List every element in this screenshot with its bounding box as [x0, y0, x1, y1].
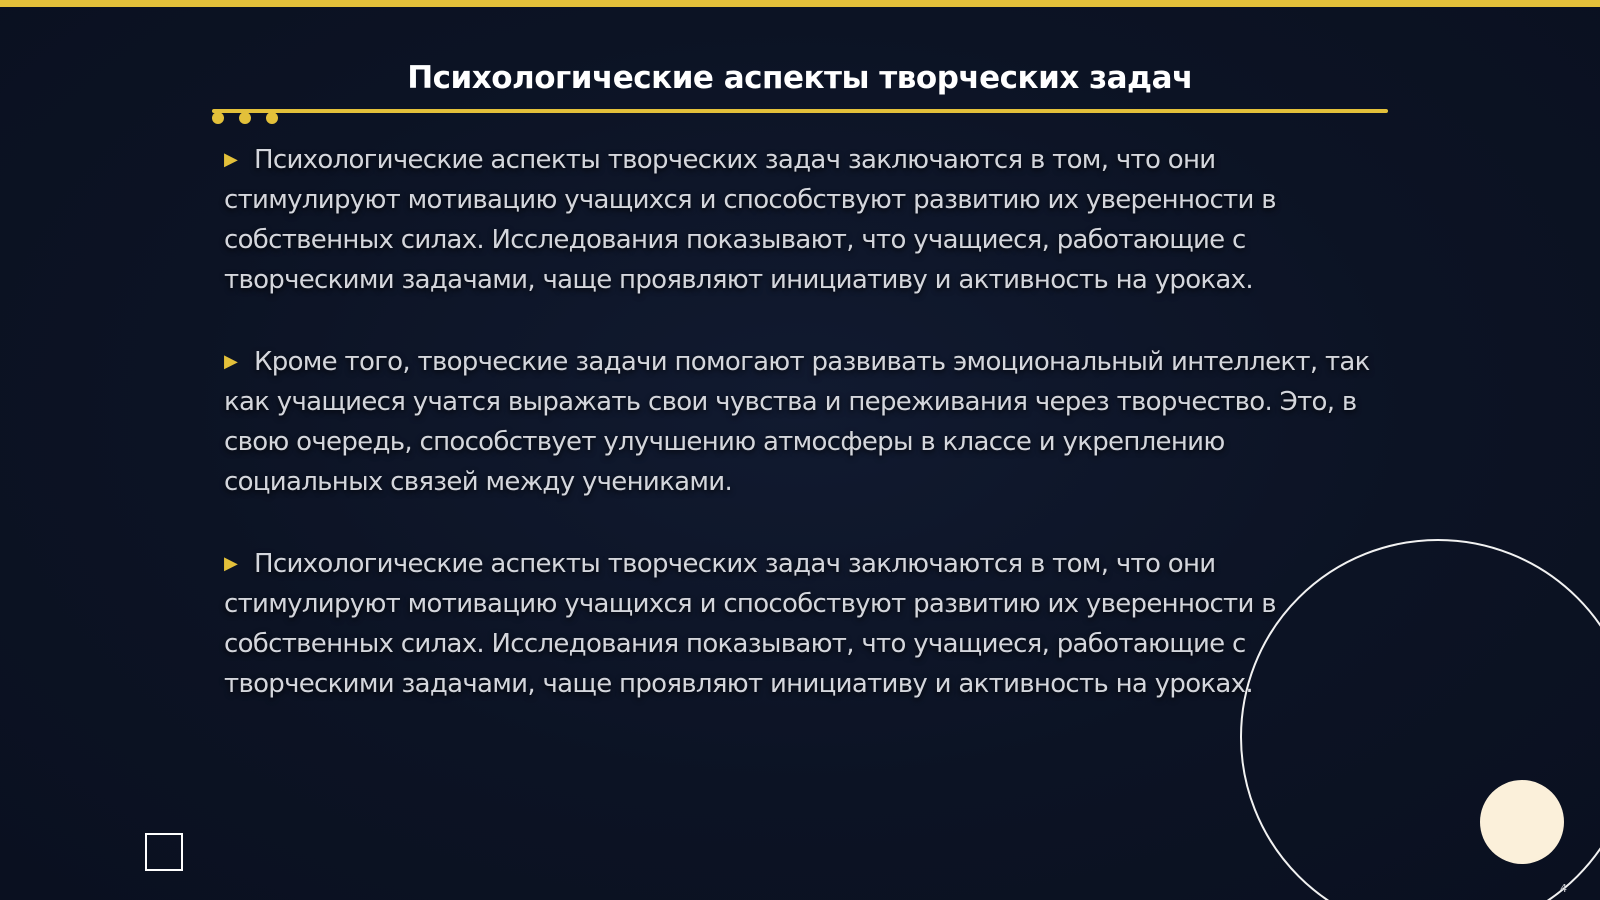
bullet-arrow-icon: ▶: [224, 553, 238, 574]
page-number: 4: [1560, 882, 1567, 895]
decorative-dot: [212, 112, 224, 124]
decorative-dot: [239, 112, 251, 124]
bullet-arrow-icon: ▶: [224, 149, 238, 170]
title-underline: [212, 109, 1388, 113]
bullet-item: [224, 342, 1384, 502]
decorative-circle: [1480, 780, 1564, 864]
decorative-dot: [266, 112, 278, 124]
bullet-text: Кроме того, творческие задачи помогают развивать эмоциональный интеллект, так как учащиеся учатся выражать свои чувства и переживания через творчество. Это, в свою очередь, способствует улучшению атмосферы в классе и укреплению социальных связей между учениками.: [224, 347, 1370, 497]
bullet-list: [224, 140, 1384, 746]
top-accent-bar: [0, 0, 1600, 7]
bullet-text: Психологические аспекты творческих задач заключаются в том, что они стимулируют мотивацию учащихся и способствуют развитию их уверенности в собственных силах. Исследования показывают, что учащиеся, работающие с творческими задачами, чаще проявляют инициативу и активность на уроках.: [224, 549, 1276, 699]
bullet-text: Психологические аспекты творческих задач заключаются в том, что они стимулируют мотивацию учащихся и способствуют развитию их уверенности в собственных силах. Исследования показывают, что учащиеся, работающие с творческими задачами, чаще проявляют инициативу и активность на уроках.: [224, 145, 1276, 295]
bullet-item: [224, 140, 1384, 300]
slide-title: Психологические аспекты творческих задач: [407, 60, 1193, 96]
bullet-arrow-icon: ▶: [224, 351, 238, 372]
decorative-square: [145, 833, 183, 871]
bullet-item: [224, 544, 1384, 704]
